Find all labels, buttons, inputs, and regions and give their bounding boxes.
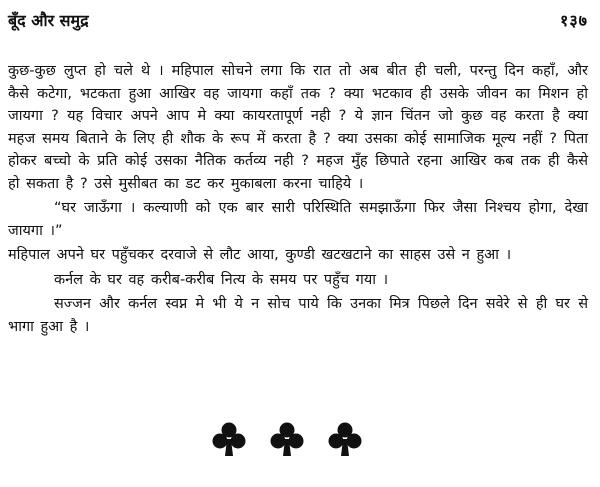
club-icon [328,421,362,459]
running-title: बूँद और समुद्र [8,11,89,30]
paragraph-2: “घर जाऊँगा । कल्याणी को एक बार सारी परिस्थिति समझाऊँगा फिर जैसा निश्चय होगा, देखा जायगा ।” [8,200,588,239]
paragraph-5: सज्जन और कर्नल स्वप्न मे भी ये न सोच पाये कि उनका मित्र पिछले दिन सवेरे से ही घर से भागा हुआ है । [8,296,588,335]
paragraph-1: कुछ-कुछ लुप्त हो चले थे । महिपाल सोचने लगा कि रात तो अब बीत ही चली, परन्तु दिन कहाँ, और कैसे कटेगा, भटकता हुआ आखिर वह जायगा कहाँ तक ? क्या भटकाव ही उसके जीवन का मिशन हो जायगा ? यह विचार अपने आप मे क्या कायरतापूर्ण नही ? ये ज्ञान चिंतन जो कुछ वह करता है क्या महज समय बिताने के लिए ही शौक के रूप में करता है ? क्या उसका कोई सामाजिक मूल्य नहीं ? पिता होकर बच्चो के प्रति कोई उसका नैतिक कर्तव्य नही ? महज मुँह छिपाते रहना आखिर कब तक ही कैसे हो सकता है ? उसे मुसीबत का डट कर मुकाबला करना चाहिये । [8,63,588,192]
club-icon [270,421,304,459]
club-icon [212,421,246,459]
page-number: १३७ [560,11,588,30]
body-text [8,60,588,340]
section-end-ornament [212,420,362,460]
paragraph-3: महिपाल अपने घर पहुँचकर दरवाजे से लौट आया, कुण्डी खटखटाने का साहस उसे न हुआ । [8,247,512,263]
page-header [8,6,588,34]
paragraph-4: कर्नल के घर वह करीब-करीब नित्य के समय पर पहुँच गया । [54,271,389,288]
